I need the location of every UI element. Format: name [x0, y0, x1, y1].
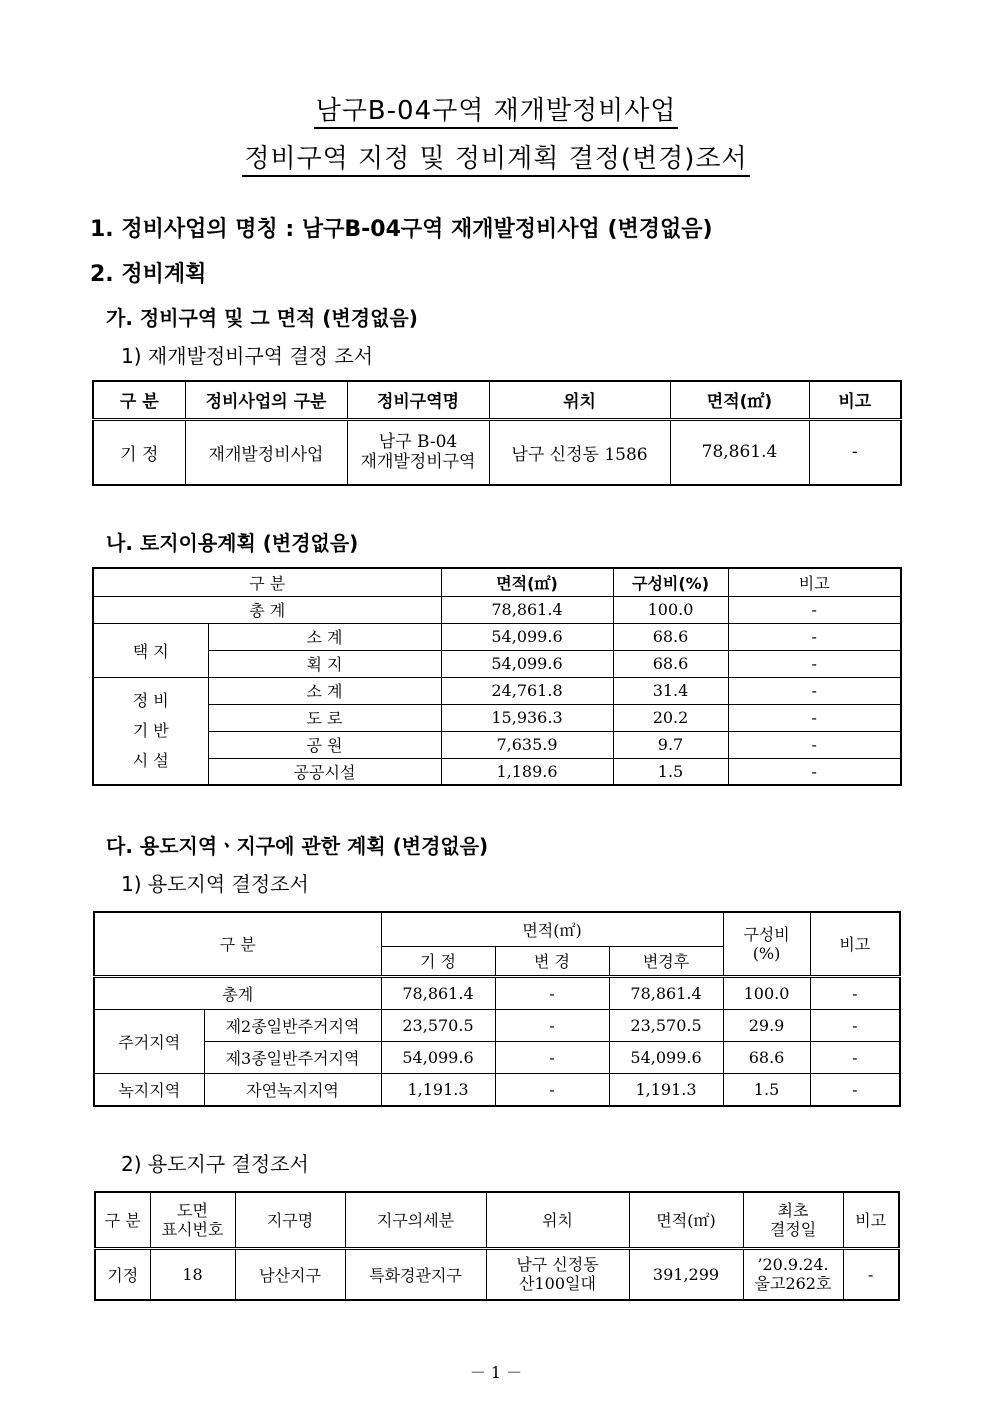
table-row — [93, 731, 901, 758]
header-cell: 구성비(%) — [613, 568, 728, 596]
cell-map-number: 18 — [150, 1248, 235, 1300]
cell-area: 54,099.6 — [441, 623, 613, 650]
cell-ratio: 1.5 — [613, 758, 728, 785]
cell-first-decision — [743, 1248, 843, 1300]
header-cell: 비고 — [843, 1192, 899, 1248]
cell-ratio: 29.9 — [723, 1009, 810, 1041]
table-row — [93, 596, 901, 623]
cell-area: 54,099.6 — [441, 650, 613, 677]
cell-label: 공 원 — [208, 731, 441, 758]
cell-gubun: 기정 — [95, 1248, 150, 1300]
cell-label: 공공시설 — [208, 758, 441, 785]
cell-ratio: 1.5 — [723, 1073, 810, 1106]
cell-note: - — [810, 1073, 900, 1106]
header-cell — [150, 1192, 235, 1248]
header-cell — [743, 1192, 843, 1248]
cell-existing: 78,861.4 — [381, 976, 495, 1009]
header-cell: 기 정 — [381, 946, 495, 976]
cell-ratio: 20.2 — [613, 704, 728, 731]
header-cell: 비고 — [728, 568, 901, 596]
cell-change: - — [495, 1041, 609, 1073]
table-row — [94, 1041, 900, 1073]
header-cell: 정비사업의 구분 — [185, 381, 347, 419]
table-row — [94, 1009, 900, 1041]
table-header-row — [93, 381, 901, 419]
cell-label: 소 계 — [208, 677, 441, 704]
cell-note: - — [810, 1009, 900, 1041]
cell-label: 자연녹지지역 — [204, 1073, 381, 1106]
use-zone-table — [93, 911, 901, 1107]
cell-note: - — [728, 650, 901, 677]
land-use-plan-table — [92, 567, 902, 786]
subsection-da-2-heading: 2) 용도지구 결정조서 — [121, 1152, 309, 1176]
cell-group-residential: 주거지역 — [94, 1009, 204, 1073]
header-cell: 면적(㎡) — [381, 912, 723, 946]
header-cell: 변경후 — [609, 946, 723, 976]
cell-group-green: 녹지지역 — [94, 1073, 204, 1106]
cell-total-label: 총계 — [94, 976, 381, 1009]
zone-name-line1: 남구 B-04 — [378, 431, 458, 452]
cell-group-infrastructure — [93, 677, 208, 785]
decision-line: 울고262호 — [754, 1274, 832, 1294]
subsection-na-heading: 나. 토지이용계획 (변경없음) — [106, 531, 359, 555]
cell-area: 78,861.4 — [441, 596, 613, 623]
location-line: 남구 신정동 — [516, 1255, 599, 1275]
cell-area: 24,761.8 — [441, 677, 613, 704]
table-header-row — [94, 912, 900, 946]
header-line: 도면 — [177, 1200, 208, 1220]
header-cell: 지구명 — [235, 1192, 345, 1248]
header-cell: 면적(㎡) — [629, 1192, 743, 1248]
header-cell: 면적(㎡) — [670, 381, 809, 419]
subsection-da-heading: 다. 용도지역ㆍ지구에 관한 계획 (변경없음) — [106, 834, 489, 858]
table-row — [93, 758, 901, 785]
cell-ratio: 68.6 — [613, 623, 728, 650]
subsection-da-1-heading: 1) 용도지역 결정조서 — [121, 872, 309, 896]
cell-zone-name — [347, 419, 489, 485]
section-1-heading: 1. 정비사업의 명칭 : 남구B-04구역 재개발정비사업 (변경없음) — [90, 217, 713, 242]
cell-group-housing-land: 택 지 — [93, 623, 208, 677]
cell-after: 54,099.6 — [609, 1041, 723, 1073]
header-line: 결정일 — [769, 1219, 817, 1239]
header-cell: 구 분 — [95, 1192, 150, 1248]
cell-area: 7,635.9 — [441, 731, 613, 758]
cell-area: 78,861.4 — [670, 419, 809, 485]
redevelopment-zone-table — [92, 380, 902, 486]
document-title-line2: 정비구역 지정 및 정비계획 결정(변경)조서 — [0, 138, 992, 175]
table-row — [94, 1073, 900, 1106]
cell-existing: 54,099.6 — [381, 1041, 495, 1073]
header-line: (%) — [752, 943, 781, 963]
cell-ratio: 31.4 — [613, 677, 728, 704]
header-line: 구성비 — [743, 924, 790, 944]
cell-after: 78,861.4 — [609, 976, 723, 1009]
cell-area: 1,189.6 — [441, 758, 613, 785]
cell-ratio: 68.6 — [723, 1041, 810, 1073]
subsection-ga-heading: 가. 정비구역 및 그 면적 (변경없음) — [106, 306, 418, 330]
cell-total-label: 총 계 — [93, 596, 441, 623]
header-cell: 구 분 — [93, 568, 441, 596]
table-header-row — [93, 568, 901, 596]
header-cell: 비고 — [809, 381, 901, 419]
cell-label: 획 지 — [208, 650, 441, 677]
table-row — [95, 1248, 899, 1300]
group-label-line: 시 설 — [132, 750, 169, 770]
header-cell — [723, 912, 810, 976]
header-cell: 정비구역명 — [347, 381, 489, 419]
cell-ratio: 100.0 — [613, 596, 728, 623]
header-cell: 면적(㎡) — [441, 568, 613, 596]
cell-ratio: 9.7 — [613, 731, 728, 758]
cell-note: - — [728, 623, 901, 650]
header-cell: 변 경 — [495, 946, 609, 976]
zone-name-line2: 재개발정비구역 — [360, 452, 476, 473]
subsection-ga-1-heading: 1) 재개발정비구역 결정 조서 — [121, 344, 374, 368]
section-2-heading: 2. 정비계획 — [90, 262, 207, 287]
cell-location — [486, 1248, 629, 1300]
cell-note: - — [728, 677, 901, 704]
cell-note: - — [728, 731, 901, 758]
group-label-line: 기 반 — [132, 720, 169, 740]
cell-label: 제2종일반주거지역 — [204, 1009, 381, 1041]
cell-note: - — [843, 1248, 899, 1300]
header-cell: 위치 — [486, 1192, 629, 1248]
group-label-line: 정 비 — [132, 690, 169, 710]
cell-gubun: 기 정 — [93, 419, 185, 485]
table-row — [93, 623, 901, 650]
cell-note: - — [728, 704, 901, 731]
cell-label: 도 로 — [208, 704, 441, 731]
cell-detail: 특화경관지구 — [345, 1248, 486, 1300]
table-row — [93, 677, 901, 704]
header-cell: 위치 — [489, 381, 670, 419]
cell-area: 15,936.3 — [441, 704, 613, 731]
table-header-row — [95, 1192, 899, 1248]
cell-ratio: 100.0 — [723, 976, 810, 1009]
cell-note: - — [810, 1041, 900, 1073]
decision-line: ’20.9.24. — [757, 1255, 829, 1275]
cell-label: 제3종일반주거지역 — [204, 1041, 381, 1073]
header-cell: 구 분 — [93, 381, 185, 419]
cell-area: 391,299 — [629, 1248, 743, 1300]
document-title-line1: 남구B-04구역 재개발정비사업 — [0, 90, 992, 127]
cell-existing: 1,191.3 — [381, 1073, 495, 1106]
cell-change: - — [495, 976, 609, 1009]
cell-ratio: 68.6 — [613, 650, 728, 677]
header-line: 최초 — [777, 1200, 809, 1220]
cell-after: 1,191.3 — [609, 1073, 723, 1106]
table-row — [93, 650, 901, 677]
page-number: － 1 － — [469, 1363, 523, 1382]
cell-note: - — [810, 976, 900, 1009]
table-row — [93, 704, 901, 731]
header-cell: 구 분 — [94, 912, 381, 976]
cell-note: - — [728, 596, 901, 623]
cell-after: 23,570.5 — [609, 1009, 723, 1041]
cell-note: - — [809, 419, 901, 485]
header-line: 표시번호 — [161, 1219, 224, 1239]
cell-change: - — [495, 1073, 609, 1106]
header-cell: 비고 — [810, 912, 900, 976]
cell-change: - — [495, 1009, 609, 1041]
location-line: 산100일대 — [519, 1274, 596, 1294]
cell-location: 남구 신정동 1586 — [489, 419, 670, 485]
table-row — [94, 976, 900, 1009]
use-district-table — [94, 1191, 900, 1301]
cell-note: - — [728, 758, 901, 785]
cell-label: 소 계 — [208, 623, 441, 650]
table-row — [93, 419, 901, 485]
header-cell: 지구의세분 — [345, 1192, 486, 1248]
cell-district: 남산지구 — [235, 1248, 345, 1300]
cell-existing: 23,570.5 — [381, 1009, 495, 1041]
cell-type: 재개발정비사업 — [185, 419, 347, 485]
